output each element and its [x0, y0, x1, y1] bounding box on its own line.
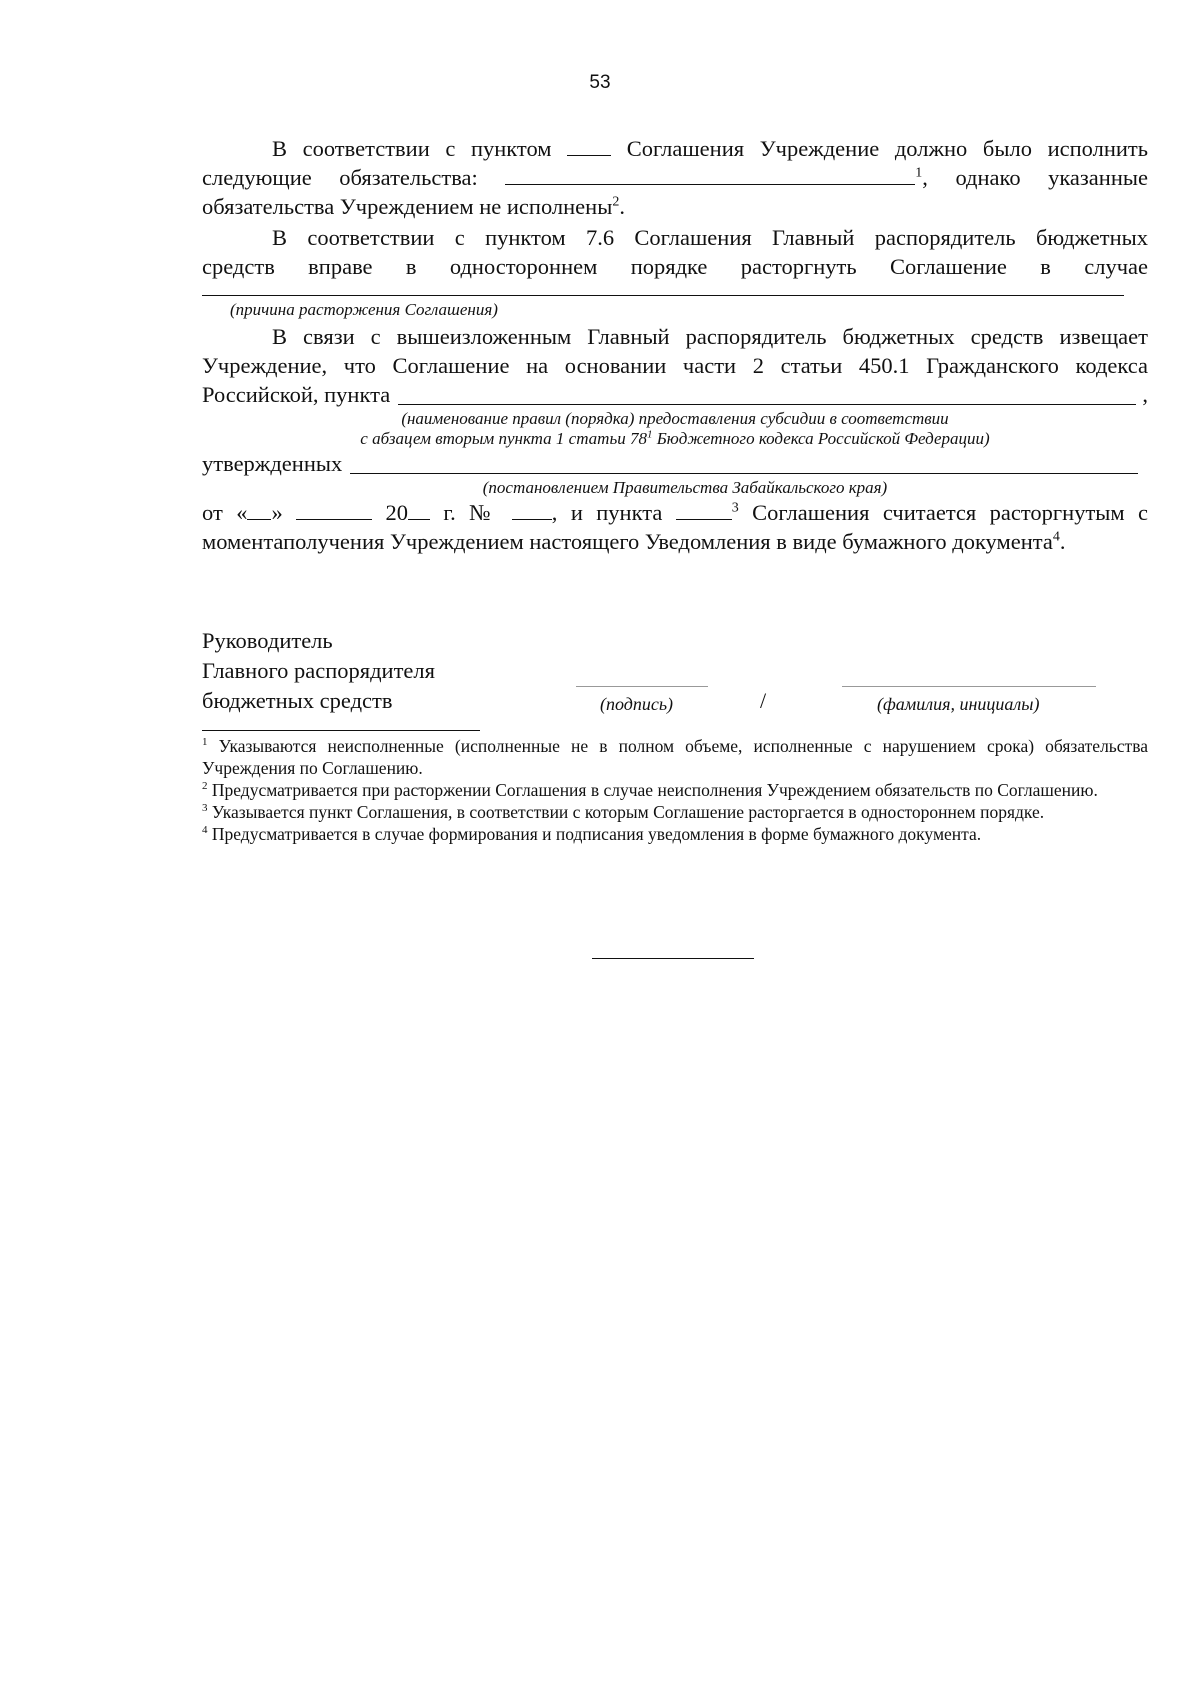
approved-by-blank [350, 453, 1138, 474]
signature-line [576, 686, 708, 687]
paragraph-termination-right: В соответствии с пунктом 7.6 Соглашения Главный распорядитель бюджетных [272, 225, 1148, 250]
day-blank [247, 499, 271, 520]
paragraph-obligations-line2: следующие обязательства: $^1$, однако указанные [202, 165, 1148, 190]
page-number: 53 [589, 72, 611, 93]
footnote-2: $^2$ Предусматривается при расторжении Соглашения в случае неисполнения Учреждением обязательств по Соглашению. [202, 780, 1098, 800]
number-blank [512, 499, 552, 520]
rules-caption-1: (наименование правил (порядка) предоставления субсидии в соответствии [401, 409, 949, 428]
name-line [842, 686, 1096, 687]
footnote-1: $^1$ Указываются неисполненные (исполненные не в полном объеме, исполненные с нарушением срока) обязательства Учреждения по Соглашению. [202, 736, 1148, 778]
rules-name-blank [398, 384, 1136, 405]
rules-caption-2: с абзацем вторым пункта 1 статьи $78^1$ Бюджетного кодекса Российской Федерации) [360, 428, 990, 448]
name-caption: (фамилия, инициалы) [877, 694, 1040, 714]
paragraph-obligations: В соответствии с пунктом Соглашения Учреждение должно было исполнить [272, 136, 1148, 161]
obligations-blank [505, 164, 915, 185]
reason-caption: (причина расторжения Соглашения) [230, 300, 498, 319]
rules-name-line: Российской, пункта , [202, 382, 1148, 407]
end-of-document-rule [592, 958, 754, 959]
signature-slash: / [760, 688, 767, 713]
clause-blank [676, 499, 732, 520]
document-body [202, 134, 1148, 845]
signature-block [202, 626, 1148, 736]
termination-date-line: от « » 20 г. № , и пункта $^3$ Соглашения считается расторгнутым с [202, 500, 1149, 525]
year-blank [408, 499, 430, 520]
month-blank [296, 499, 372, 520]
approved-line: утвержденных [202, 449, 1148, 478]
paragraph-notice: В связи с вышеизложенным Главный распорядитель бюджетных средств извещает [272, 324, 1148, 349]
footnotes [202, 735, 1148, 845]
termination-moment-line: моментаполучения Учреждением настоящего Уведомления в виде бумажного документа$^4$. [202, 529, 1066, 554]
approved-caption: (постановлением Правительства Забайкальского края) [482, 478, 888, 497]
footnote-4: $^4$ Предусматривается в случае формирования и подписания уведомления в форме бумажного документа. [202, 824, 982, 844]
signature-caption: (подпись) [600, 694, 674, 714]
signatory-title: Руководитель Главного распорядителя бюджетных средств [202, 628, 435, 713]
paragraph-obligations-line3: обязательства Учреждением не исполнены$^2$. [202, 194, 625, 219]
clause-number-blank [567, 135, 611, 156]
reason-blank-line [202, 295, 1124, 296]
footnote-3: $^3$ Указывается пункт Соглашения, в соответствии с которым Соглашение расторгается в одностороннем порядке. [202, 802, 1045, 822]
paragraph-termination-right-line2: средств вправе в одностороннем порядке расторгнуть Соглашение в случае [202, 254, 1148, 279]
paragraph-notice-line2: Учреждение, что Соглашение на основании части 2 статьи 450.1 Гражданского кодекса [202, 353, 1148, 378]
